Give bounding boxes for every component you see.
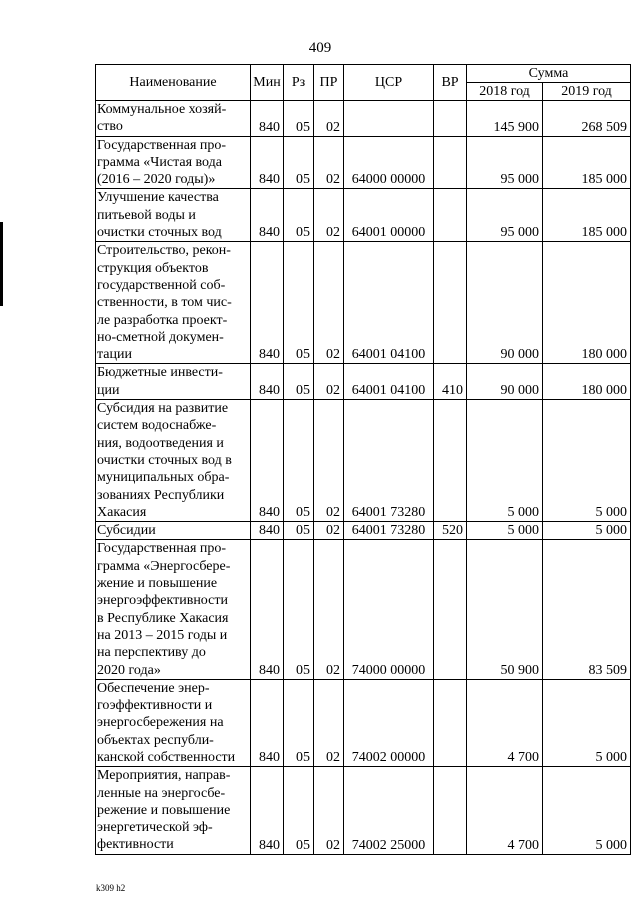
cell-vr bbox=[434, 189, 467, 242]
page-number: 409 bbox=[308, 40, 332, 56]
cell-name: Субсидия на развитие систем водоснабже- ния, водоотведения и очистки сточных вод в муниципальных обра- зованиях Республики Хакасия bbox=[96, 400, 251, 522]
header-pr: ПР bbox=[314, 65, 344, 101]
cell-pr: 02 bbox=[314, 136, 344, 189]
cell-csr: 64001 00000 bbox=[344, 189, 434, 242]
cell-min: 840 bbox=[251, 400, 284, 522]
cell-csr: 64001 04100 bbox=[344, 242, 434, 364]
cell-min: 840 bbox=[251, 522, 284, 540]
cell-pr: 02 bbox=[314, 522, 344, 540]
cell-y2019: 83 509 bbox=[543, 540, 631, 679]
table-row bbox=[96, 364, 631, 400]
cell-y2019: 268 509 bbox=[543, 101, 631, 137]
cell-min: 840 bbox=[251, 242, 284, 364]
header-sum: Сумма bbox=[467, 65, 631, 83]
cell-y2019: 180 000 bbox=[543, 364, 631, 400]
cell-rz: 05 bbox=[284, 242, 314, 364]
budget-table bbox=[95, 64, 631, 855]
header-csr: ЦСР bbox=[344, 65, 434, 101]
table-row bbox=[96, 522, 631, 540]
cell-pr: 02 bbox=[314, 767, 344, 854]
cell-rz: 05 bbox=[284, 136, 314, 189]
cell-name: Строительство, рекон- струкция объектов государственной соб- ственности, в том чис- ле разработка проект- но-сметной докумен- тации bbox=[96, 242, 251, 364]
cell-pr: 02 bbox=[314, 679, 344, 766]
table-row bbox=[96, 679, 631, 766]
cell-vr bbox=[434, 679, 467, 766]
table-row bbox=[96, 101, 631, 137]
cell-vr: 410 bbox=[434, 364, 467, 400]
cell-name: Государственная про- грамма «Энергосбере- жение и повышение энергоэффективности в Республике Хакасия на 2013 – 2015 годы и на перспективу до 2020 года» bbox=[96, 540, 251, 679]
cell-csr: 74002 00000 bbox=[344, 679, 434, 766]
cell-csr: 64001 73280 bbox=[344, 400, 434, 522]
cell-pr: 02 bbox=[314, 242, 344, 364]
header-vr: ВР bbox=[434, 65, 467, 101]
table-row bbox=[96, 136, 631, 189]
header-2019: 2019 год bbox=[543, 83, 631, 101]
cell-vr bbox=[434, 767, 467, 854]
cell-min: 840 bbox=[251, 679, 284, 766]
cell-min: 840 bbox=[251, 364, 284, 400]
cell-csr: 64001 04100 bbox=[344, 364, 434, 400]
header-min: Мин bbox=[251, 65, 284, 101]
cell-min: 840 bbox=[251, 767, 284, 854]
cell-name: Коммунальное хозяй- ство bbox=[96, 101, 251, 137]
cell-rz: 05 bbox=[284, 679, 314, 766]
cell-y2019: 185 000 bbox=[543, 136, 631, 189]
cell-y2018: 5 000 bbox=[467, 400, 543, 522]
cell-name: Обеспечение энер- гоэффективности и энергосбережения на объектах республи- канской собственности bbox=[96, 679, 251, 766]
cell-min: 840 bbox=[251, 540, 284, 679]
cell-y2018: 4 700 bbox=[467, 767, 543, 854]
cell-rz: 05 bbox=[284, 540, 314, 679]
cell-csr: 74002 25000 bbox=[344, 767, 434, 854]
table-row bbox=[96, 767, 631, 854]
cell-pr: 02 bbox=[314, 364, 344, 400]
cell-y2018: 95 000 bbox=[467, 136, 543, 189]
footer-code: k309 h2 bbox=[96, 883, 126, 893]
cell-rz: 05 bbox=[284, 522, 314, 540]
edge-scan-mark bbox=[0, 222, 3, 306]
cell-rz: 05 bbox=[284, 364, 314, 400]
cell-vr: 520 bbox=[434, 522, 467, 540]
cell-csr: 64001 73280 bbox=[344, 522, 434, 540]
cell-y2018: 95 000 bbox=[467, 189, 543, 242]
cell-min: 840 bbox=[251, 189, 284, 242]
cell-vr bbox=[434, 242, 467, 364]
cell-name: Улучшение качества питьевой воды и очистки сточных вод bbox=[96, 189, 251, 242]
cell-vr bbox=[434, 400, 467, 522]
table-row bbox=[96, 189, 631, 242]
cell-y2018: 90 000 bbox=[467, 364, 543, 400]
header-rz: Рз bbox=[284, 65, 314, 101]
cell-y2019: 5 000 bbox=[543, 522, 631, 540]
cell-y2018: 50 900 bbox=[467, 540, 543, 679]
cell-min: 840 bbox=[251, 136, 284, 189]
header-name: Наименование bbox=[96, 65, 251, 101]
cell-y2019: 185 000 bbox=[543, 189, 631, 242]
cell-y2018: 90 000 bbox=[467, 242, 543, 364]
cell-rz: 05 bbox=[284, 101, 314, 137]
cell-rz: 05 bbox=[284, 767, 314, 854]
table-body bbox=[96, 101, 631, 855]
cell-vr bbox=[434, 136, 467, 189]
cell-name: Государственная про- грамма «Чистая вода (2016 – 2020 годы)» bbox=[96, 136, 251, 189]
cell-y2018: 5 000 bbox=[467, 522, 543, 540]
table-row bbox=[96, 540, 631, 679]
cell-y2019: 5 000 bbox=[543, 400, 631, 522]
table-row bbox=[96, 400, 631, 522]
cell-rz: 05 bbox=[284, 400, 314, 522]
cell-csr: 74000 00000 bbox=[344, 540, 434, 679]
cell-y2018: 145 900 bbox=[467, 101, 543, 137]
cell-pr: 02 bbox=[314, 101, 344, 137]
table-header bbox=[96, 65, 631, 101]
cell-y2019: 180 000 bbox=[543, 242, 631, 364]
table-row bbox=[96, 242, 631, 364]
cell-name: Субсидии bbox=[96, 522, 251, 540]
cell-pr: 02 bbox=[314, 540, 344, 679]
cell-y2019: 5 000 bbox=[543, 679, 631, 766]
cell-pr: 02 bbox=[314, 189, 344, 242]
cell-pr: 02 bbox=[314, 400, 344, 522]
cell-csr: 64000 00000 bbox=[344, 136, 434, 189]
cell-vr bbox=[434, 101, 467, 137]
cell-name: Бюджетные инвести- ции bbox=[96, 364, 251, 400]
cell-y2019: 5 000 bbox=[543, 767, 631, 854]
cell-min: 840 bbox=[251, 101, 284, 137]
cell-rz: 05 bbox=[284, 189, 314, 242]
cell-csr bbox=[344, 101, 434, 137]
cell-y2018: 4 700 bbox=[467, 679, 543, 766]
cell-name: Мероприятия, направ- ленные на энергосбе- режение и повышение энергетической эф- фективности bbox=[96, 767, 251, 854]
header-2018: 2018 год bbox=[467, 83, 543, 101]
cell-vr bbox=[434, 540, 467, 679]
